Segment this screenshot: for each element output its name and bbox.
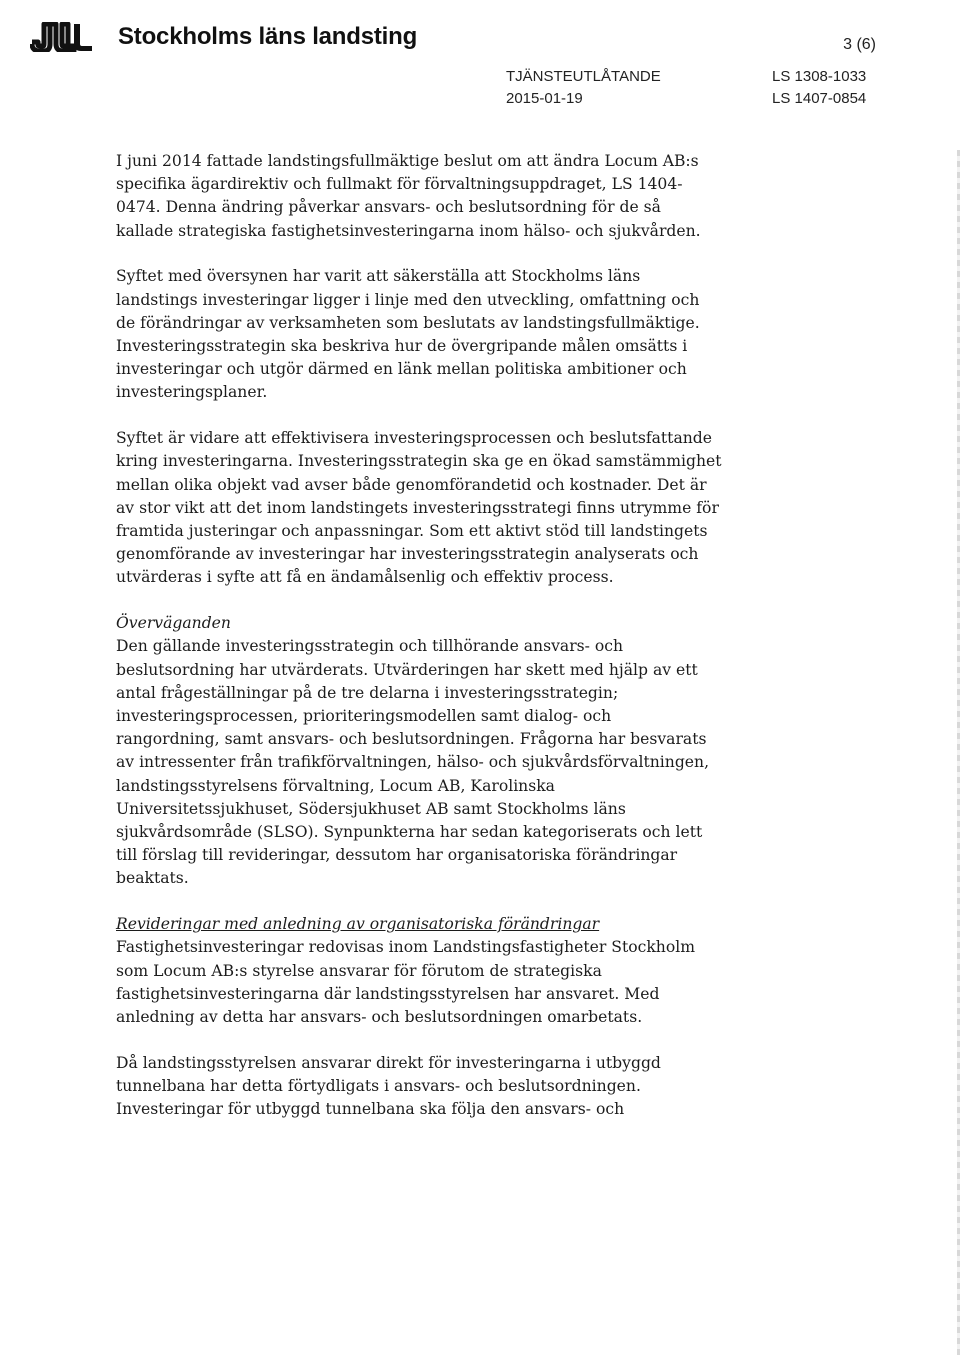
text-line: 0474. Denna ändring påverkar ansvars- och beslutsordning för de så (116, 198, 661, 217)
reference-number: LS 1308-1033 (772, 68, 867, 85)
section-overvaganden (116, 612, 736, 890)
text-line: landstingsstyrelsens förvaltning, Locum AB, Karolinska (116, 776, 555, 795)
text-line: Fastighetsinvesteringar redovisas inom Landstingsfastigheter Stockholm (116, 938, 696, 957)
text-line: landstings investeringar ligger i linje med den utveckling, omfattning och (116, 290, 700, 309)
text-line: I juni 2014 fattade landstingsfullmäktige beslut om att ändra Locum AB:s (116, 152, 699, 170)
text-line: Universitetssjukhuset, Södersjukhuset AB samt Stockholms läns (116, 799, 626, 818)
text-line: av stor vikt att det inom landstingets investeringsstrategi finns utrymme för (116, 498, 719, 517)
document-meta (506, 66, 661, 110)
paragraph (116, 150, 736, 243)
text-line: kring investeringarna. Investeringsstrategin ska ge en ökad samstämmighet (116, 452, 722, 471)
text-line: Syftet med översynen har varit att säkerställa att Stockholms läns (116, 267, 641, 286)
page-number: 3 (6) (843, 36, 876, 53)
text-line: specifika ägardirektiv och fullmakt för förvaltningsuppdraget, LS 1404- (116, 175, 683, 194)
text-line: antal frågeställningar på de tre delarna i investeringsstrategin; (116, 683, 619, 702)
text-line: Investeringar för utbyggd tunnelbana ska följa den ansvars- och (116, 1100, 625, 1119)
organization-logo (30, 22, 417, 52)
text-line: de förändringar av verksamheten som beslutats av landstingsfullmäktige. (116, 313, 700, 332)
section-revideringar (116, 913, 736, 1029)
text-line: Den gällande investeringsstrategin och tillhörande ansvars- och (116, 637, 624, 656)
text-line: mellan olika objekt vad avser både genomförandetid och kostnader. Det är (116, 475, 707, 494)
text-line: utvärderas i syfte att få en ändamålsenlig och effektiv process. (116, 568, 614, 587)
paragraph (116, 1052, 736, 1122)
text-line: investeringar och utgör därmed en länk mellan politiska ambitioner och (116, 360, 687, 379)
reference-number: LS 1407-0854 (772, 90, 867, 107)
document-body (116, 150, 736, 1121)
organization-name: Stockholms läns landsting (118, 23, 418, 50)
text-line: genomförande av investeringar har investeringsstrategin analyserats och (116, 545, 699, 564)
text-line: Då landstingsstyrelsen ansvarar direkt för investeringarna i utbyggd (116, 1053, 661, 1072)
paragraph (116, 265, 736, 404)
text-line: framtida justeringar och anpassningar. Som ett aktivt stöd till landstingets (116, 522, 708, 541)
text-line: investeringsplaner. (116, 383, 268, 402)
text-line: anledning av detta har ansvars- och beslutsordningen omarbetats. (116, 1008, 643, 1027)
text-line: kallade strategiska fastighetsinvesteringarna inom hälso- och sjukvården. (116, 221, 701, 240)
text-line: till förslag till revideringar, dessutom har organisatoriska förändringar (116, 846, 678, 865)
paragraph (116, 427, 736, 589)
text-line: av intressenter från trafikförvaltningen, hälso- och sjukvårdsförvaltningen, (116, 753, 710, 772)
text-line: fastighetsinvesteringarna där landstingsstyrelsen har ansvaret. Med (116, 984, 660, 1003)
text-line: sjukvårdsområde (SLSO). Synpunkterna har sedan kategoriserats och lett (116, 823, 703, 842)
document-date: 2015-01-19 (506, 90, 583, 107)
text-line: beaktats. (116, 869, 189, 888)
text-line: Investeringsstrategin ska beskriva hur de övergripande målen omsätts i (116, 337, 688, 356)
text-line: tunnelbana har detta förtydligats i ansvars- och beslutsordningen. (116, 1077, 641, 1096)
document-references (772, 66, 866, 110)
text-line: rangordning, samt ansvars- och beslutsordningen. Frågorna har besvarats (116, 730, 707, 749)
text-line: som Locum AB:s styrelse ansvarar för förutom de strategiska (116, 961, 602, 980)
section-heading: Överväganden (116, 614, 231, 633)
text-line: Syftet är vidare att effektivisera investeringsprocessen och beslutsfattande (116, 429, 713, 448)
text-line: investeringsprocessen, prioriteringsmodellen samt dialog- och (116, 707, 612, 726)
sll-logo-icon (30, 22, 108, 52)
document-type: TJÄNSTEUTLÅTANDE (506, 68, 661, 85)
section-heading: Revideringar med anledning av organisatoriska förändringar (116, 915, 600, 934)
text-line: beslutsordning har utvärderats. Utvärderingen har skett med hjälp av ett (116, 660, 698, 679)
